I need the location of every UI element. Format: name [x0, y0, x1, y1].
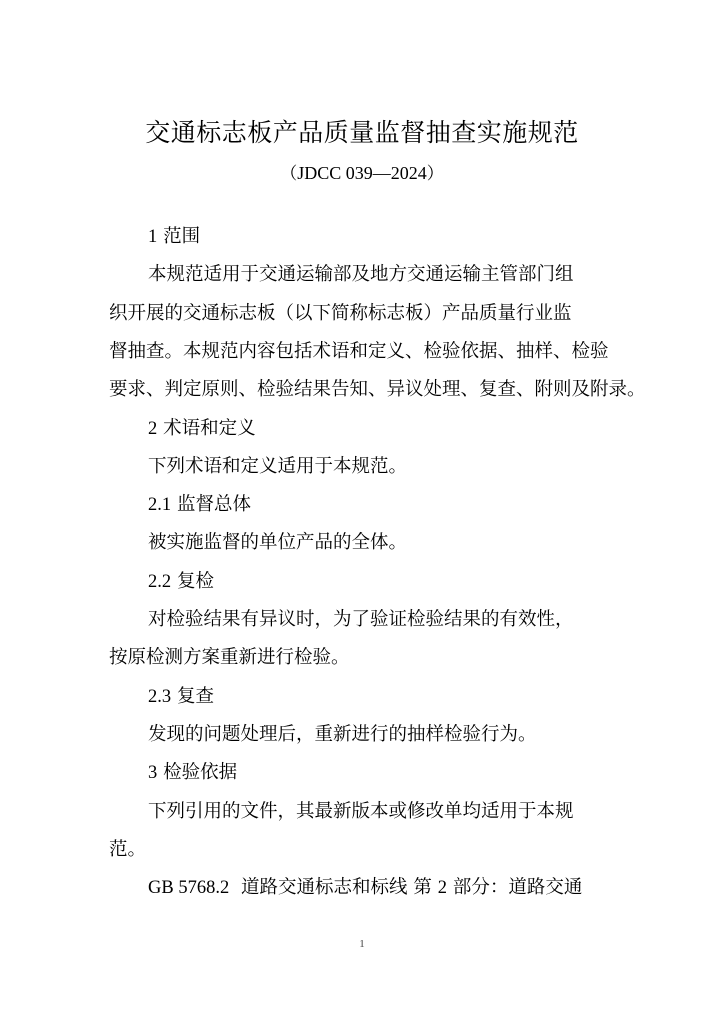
section-title: 检验依据 [163, 762, 238, 784]
section-heading [148, 492, 251, 518]
paragraph-continuation: 范。 [109, 838, 147, 860]
section-title: 监督总体 [177, 494, 252, 516]
document-code [0, 160, 724, 187]
reference-part-prefix: 第 [413, 877, 432, 899]
paragraph-continuation: 织开展的交通标志板（以下简称标志板）产品质量行业监 [109, 302, 572, 324]
paragraph-continuation: 要求、判定原则、检验结果告知、异议处理、复查、附则及附录。 [109, 379, 646, 401]
paragraph-first-line: 下列引用的文件，其最新版本或修改单均适用于本规 [148, 800, 574, 822]
reference-line [148, 875, 582, 901]
section-heading [148, 569, 214, 595]
reference-part-number: 2 [437, 878, 448, 899]
paragraph-continuation: 按原检测方案重新进行检验。 [109, 647, 350, 669]
section-number: 2.3 [148, 686, 172, 707]
paragraph-first-line: 发现的问题处理后，重新进行的抽样检验行为。 [148, 723, 537, 745]
section-heading [148, 760, 237, 786]
document-title: 交通标志板产品质量监督抽查实施规范 [145, 118, 579, 147]
reference-code: GB 5768.2 [148, 878, 230, 899]
section-number: 1 [148, 227, 158, 247]
section-title: 复检 [177, 570, 215, 592]
paragraph-first-line: 对检验结果有异议时，为了验证检验结果的有效性， [148, 609, 574, 630]
section-heading [148, 416, 256, 442]
section-heading [148, 224, 200, 250]
section-heading [148, 684, 214, 710]
code-text: JDCC 039—2024 [297, 163, 427, 183]
paragraph-first-line: 本规范适用于交通运输部及地方交通运输主管部门组 [148, 264, 574, 286]
section-number: 2.1 [148, 495, 172, 516]
reference-part-suffix: 部分：道路交通 [452, 877, 583, 899]
section-title: 范围 [163, 226, 201, 247]
section-number: 2 [148, 418, 158, 439]
paragraph-first-line: 下列术语和定义适用于本规范。 [148, 455, 408, 477]
reference-title: 道路交通标志和标线 [240, 877, 408, 899]
paragraph-first-line: 被实施监督的单位产品的全体。 [148, 532, 408, 554]
code-open-paren: （ [280, 164, 298, 184]
section-title: 术语和定义 [163, 417, 256, 439]
section-title: 复查 [177, 685, 215, 707]
section-number: 3 [148, 763, 158, 784]
page-number: 1 [359, 938, 365, 950]
code-close-paren: ） [426, 164, 444, 184]
section-number: 2.2 [148, 571, 172, 592]
paragraph-continuation: 督抽查。本规范内容包括术语和定义、检验依据、抽样、检验 [109, 340, 609, 362]
